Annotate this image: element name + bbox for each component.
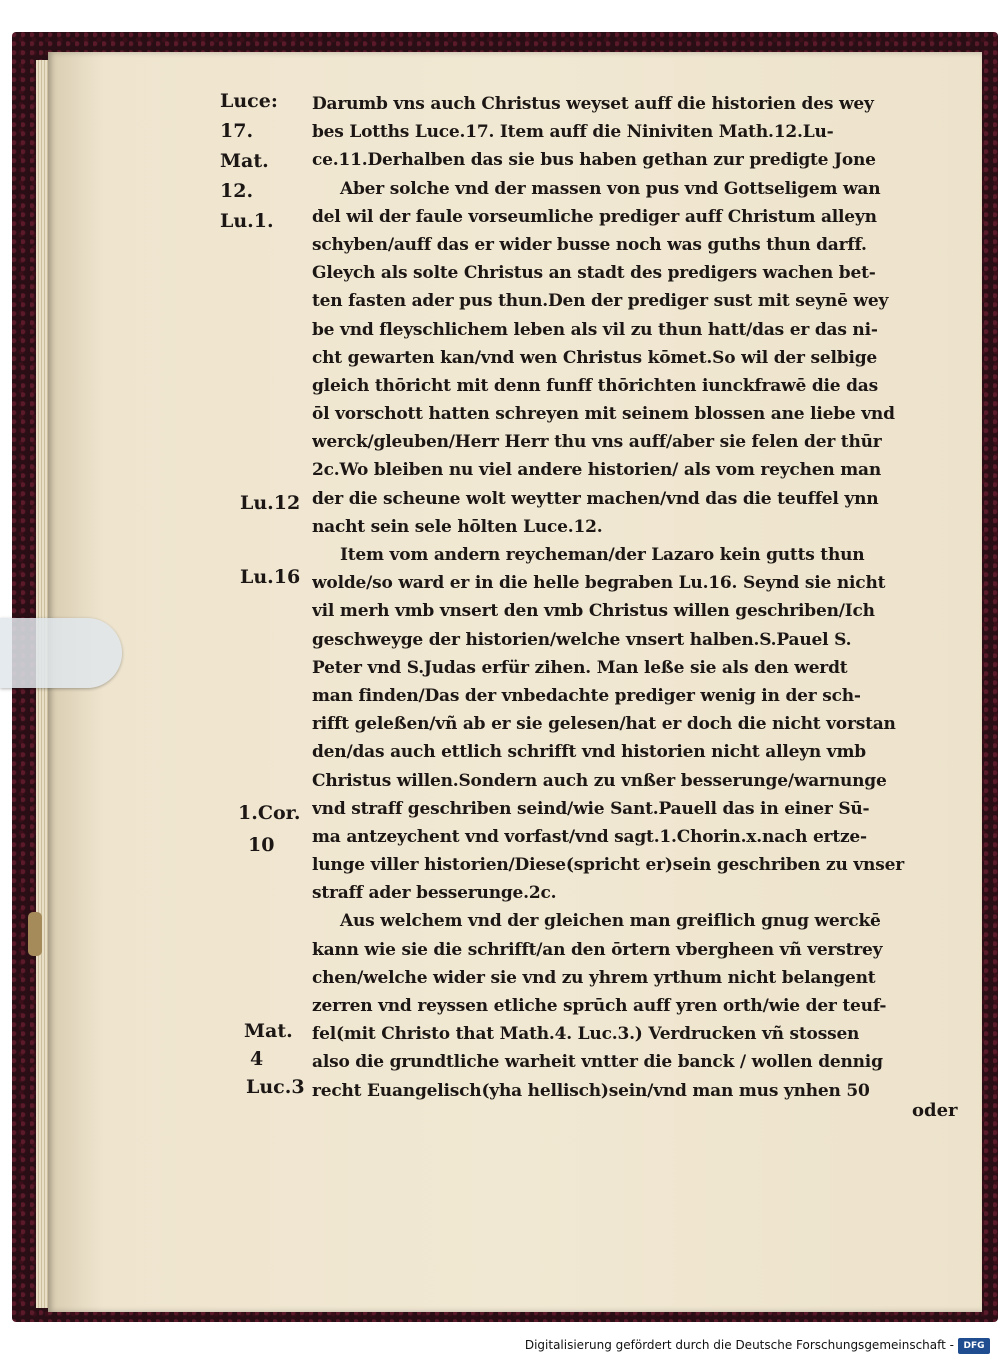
margin-note: Luce: [220, 90, 278, 112]
text-line: schyben/auff das er wider busse noch was guths thun darff. [312, 234, 867, 255]
text-line: vil merh vmb vnsert den vmb Christus willen geschriben/Ich [312, 601, 875, 622]
margin-note: Lu.1. [220, 210, 274, 232]
text-line: geschweyge der historien/welche vnsert halben.S.Pauel S. [312, 629, 852, 650]
text-line: cht gewarten kan/vnd wen Christus kōmet.So wil der selbige [312, 347, 878, 368]
text-line: kann wie sie die schrifft/an den ōrtern vbergheen vñ verstrey [312, 939, 883, 960]
text-line: 2c.Wo bleiben nu viel andere historien/ als vom reychen man [312, 460, 881, 481]
text-line: del wil der faule vorseumliche prediger auff Christum alleyn [312, 206, 877, 227]
text-line: ten fasten ader pus thun.Den der prediger sust mit seynē wey [312, 291, 889, 312]
dfg-logo-icon: DFG [958, 1338, 990, 1354]
text-line: Christus willen.Sondern auch zu vnßer besserunge/warnunge [312, 770, 887, 791]
text-line: chen/welche wider sie vnd zu yhrem yrthum nicht belangent [312, 967, 876, 988]
margin-note: 10 [248, 834, 275, 856]
text-line: vnd straff geschriben seind/wie Sant.Pauell das in einer Sū- [312, 798, 870, 819]
text-line: man finden/Das der vnbedachte prediger wenig in der sch- [312, 685, 861, 706]
text-line: rifft geleßen/vñ ab er sie gelesen/hat er doch die nicht vorstan [312, 714, 896, 735]
margin-note: Lu.16 [240, 566, 301, 588]
text-line: ma antzeychent vnd vorfast/vnd sagt.1.Chorin.x.nach ertze- [312, 826, 867, 847]
text-line: lunge viller historien/Diese(spricht er)sein geschriben zu vnser [312, 855, 904, 876]
text-line: Gleych als solte Christus an stadt des predigers wachen bet- [312, 263, 876, 284]
text-line: der die scheune wolt weytter machen/vnd das die teuffel ynn [312, 488, 879, 509]
page-clip [0, 618, 122, 688]
text-line: bes Lotths Luce.17. Item auff die Niniviten Math.12.Lu- [312, 122, 834, 143]
footer-bar [0, 1326, 1000, 1362]
margin-notes [220, 90, 312, 1130]
margin-note: 17. [220, 120, 254, 142]
text-line: zerren vnd reyssen etliche sprūch auff yren orth/wie der teuf- [312, 996, 887, 1016]
catchword: oder [912, 1100, 958, 1121]
text-line: Aber solche vnd der massen von pus vnd Gottseligem wan [340, 178, 881, 199]
margin-note: 12. [220, 180, 254, 202]
margin-note: Mat. [244, 1020, 293, 1042]
text-line: Item vom andern reycheman/der Lazaro kein gutts thun [340, 545, 865, 565]
text-line: ōl vorschott hatten schreyen mit seinem blossen ane liebe vnd [312, 404, 895, 425]
text-line: be vnd fleyschlichem leben als vil zu thun hatt/das er das ni- [312, 319, 878, 340]
text-line: straff ader besserunge.2c. [312, 883, 557, 904]
margin-note: 1.Cor. [238, 802, 301, 824]
margin-note: Lu.12 [240, 492, 301, 514]
margin-note: Mat. [220, 150, 269, 172]
margin-note: 4 [250, 1048, 264, 1070]
text-line: werck/gleuben/Herr Herr thu vns auff/aber sie felen der thūr [312, 432, 882, 453]
text-line: ce.11.Derhalben das sie bus haben gethan zur predigte Jone [312, 150, 876, 171]
main-text [312, 90, 972, 1140]
text-line: Peter vnd S.Judas erfür zihen. Man leße sie als den werdt [312, 657, 848, 678]
text-line: wolde/so ward er in die helle begraben Lu.16. Seynd sie nicht [312, 573, 886, 594]
text-line: fel(mit Christo that Math.4. Luc.3.) Verdrucken vñ stossen [312, 1024, 860, 1045]
text-line: den/das auch ettlich schrifft vnd historien nicht alleyn vmb [312, 742, 866, 763]
text-line: Darumb vns auch Christus weyset auff die historien des wey [312, 94, 874, 114]
clasp-hinge [28, 912, 42, 956]
text-line: Aus welchem vnd der gleichen man greiflich gnug werckē [340, 911, 881, 932]
funding-credit: Digitalisierung gefördert durch die Deutsche Forschungsgemeinschaft - [524, 1338, 954, 1352]
text-line: nacht sein sele hōlten Luce.12. [312, 516, 603, 537]
text-line: recht Euangelisch(yha hellisch)sein/vnd man mus ynhen 50 [312, 1080, 870, 1101]
text-line: also die grundtliche warheit vntter die banck / wollen dennig [312, 1052, 883, 1073]
margin-note: Luc.3 [246, 1076, 305, 1098]
text-line: gleich thōricht mit denn funff thōrichten iunckfrawē die das [312, 375, 878, 396]
